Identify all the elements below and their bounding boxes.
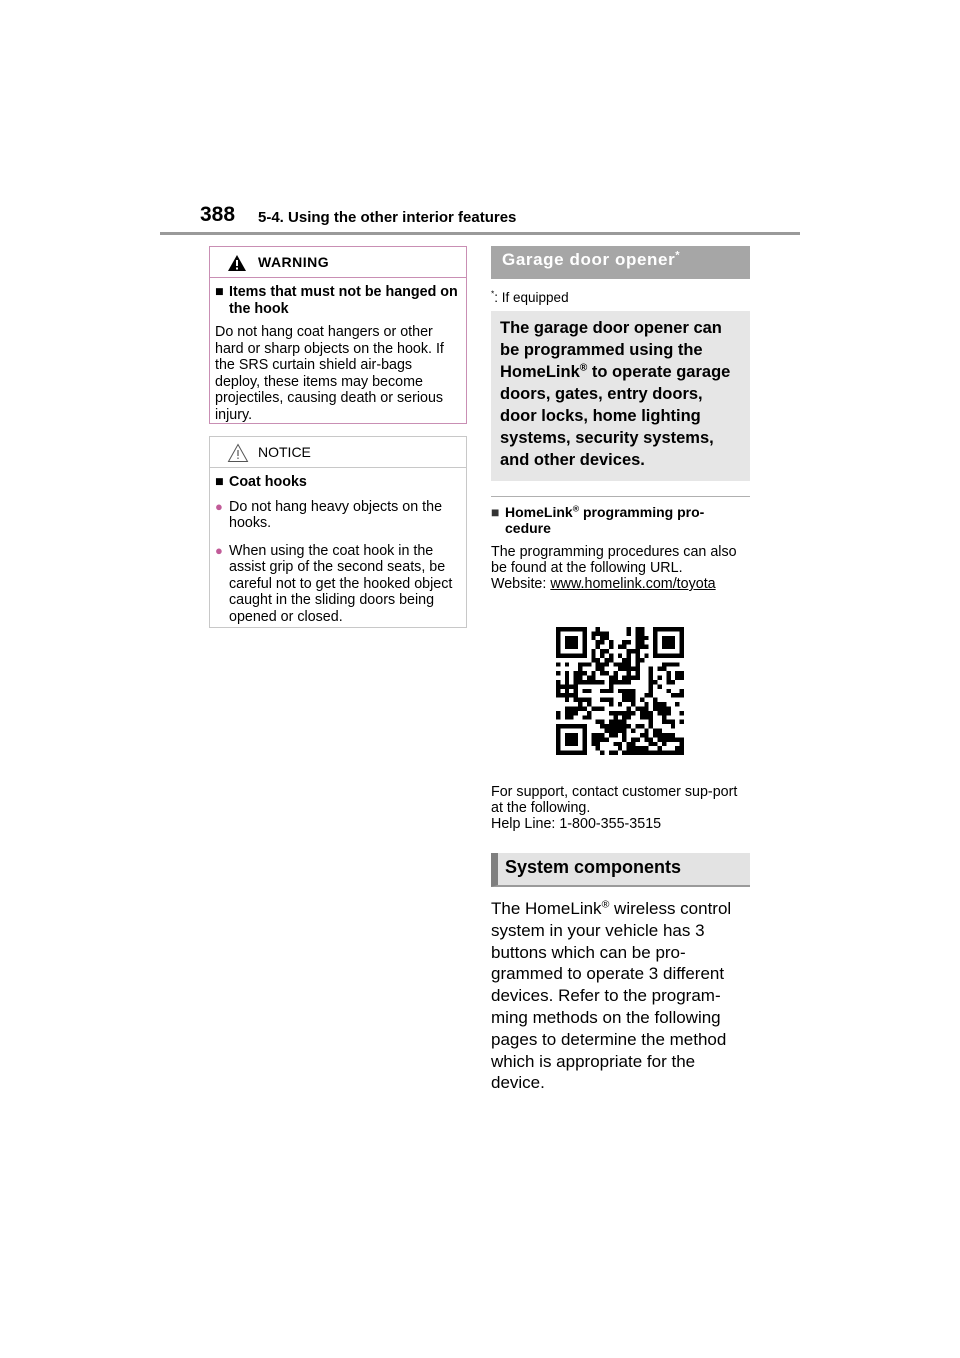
system-components-heading: System components [491,853,750,887]
system-components-text: The HomeLink® wireless control system in your vehicle has 3 buttons which can be pro-grammed to operate 3 different devices. Refer to the program-ming methods on the following pages to determine the method which is appropriate for the device. [491,898,732,1093]
garage-door-opener-heading: Garage door opener* [491,246,750,279]
notice-item-title: ■ Coat hooks [215,474,307,490]
support-text: For support, contact customer sup-port at the following. Help Line: 1-800-355-3515 [491,784,738,832]
page-number: 388 [200,203,236,226]
homelink-programming-title: ■ HomeLink® programming pro-cedure [491,503,705,536]
header-rule [160,232,800,235]
warning-box [209,246,467,424]
notice-label: NOTICE [258,444,311,460]
qr-code [556,627,684,755]
if-equipped-note: *: If equipped [491,288,569,305]
helpline: Help Line: 1-800-355-3515 [491,816,662,832]
warning-text: Do not hang coat hangers or other hard or sharp objects on the hook. If the SRS curtain shield air-bags deploy, these items may become projectiles, causing death or serious injury. [215,324,444,423]
homelink-programming-text: The programming procedures can also be found at the following URL. Website: www.homelink.com/toyota [491,544,737,592]
divider [491,496,750,497]
notice-triangle-icon [227,443,249,468]
homelink-url-link[interactable]: www.homelink.com/toyota [550,576,716,592]
warning-header [210,247,466,278]
notice-box [209,436,467,628]
section-title: 5-4. Using the other interior features [258,209,517,226]
garage-intro-box: The garage door opener can be programmed using the HomeLink® to operate garage doors, gates, entry doors, door locks, home lighting systems, security systems, and other devices. [491,311,750,481]
warning-label: WARNING [258,254,330,270]
notice-bullet: ● When using the coat hook in the assist grip of the second seats, be careful not to get the hooked object caught in the sliding doors being opened or closed. [215,542,453,625]
notice-bullet: ● Do not hang heavy objects on the hooks. [215,498,443,531]
warning-triangle-icon [227,254,247,277]
warning-item-title: ■ Items that must not be hanged on the hook [215,284,458,317]
notice-header [210,437,466,468]
